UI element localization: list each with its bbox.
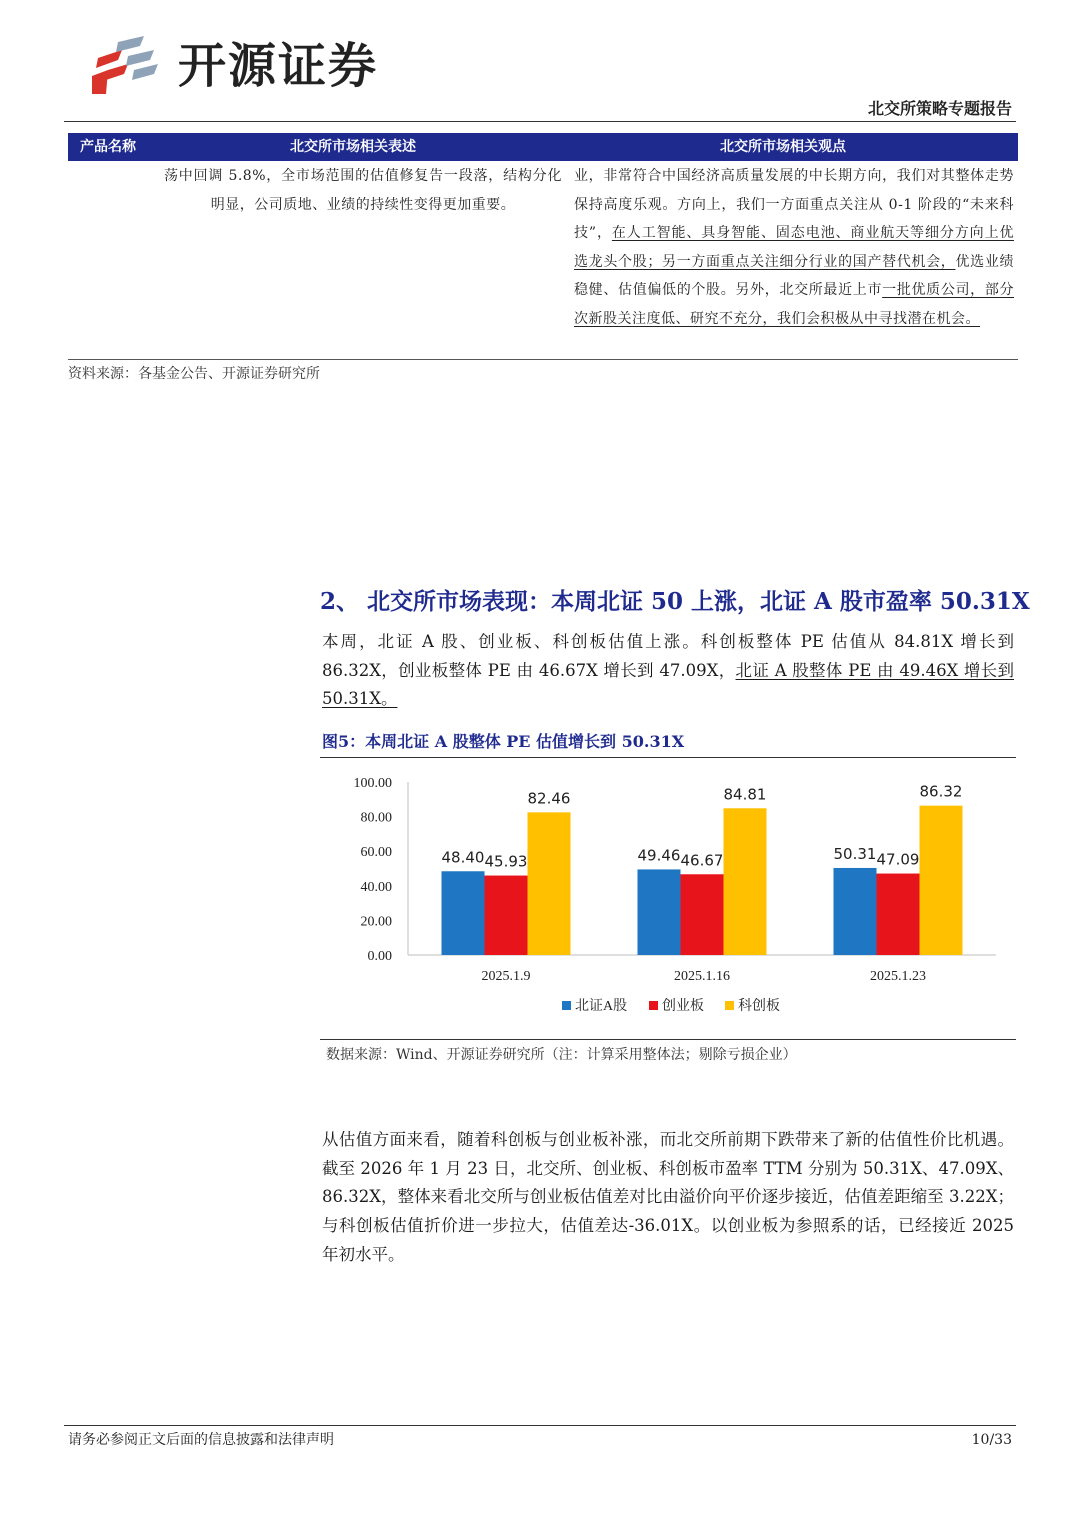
bar-3-1 [528, 812, 571, 955]
view-text-underlined-1: 在人工智能、具身智能、固态电池、商业航天等细分方向上优选龙头个股；另一方面重点关注细分行业的国产替代机会， [574, 225, 1014, 270]
figure-source: 数据来源：Wind、开源证券研究所（注：计算采用整体法；剔除亏损企业） [326, 1047, 797, 1063]
data-label: 49.46 [637, 846, 681, 865]
legend-label: 创业板 [662, 999, 704, 1014]
data-label: 84.81 [723, 785, 767, 804]
legend-swatch [562, 1001, 571, 1010]
figure-title: 图5：本周北证 A 股整体 PE 估值增长到 50.31X [322, 732, 685, 751]
table-header [68, 133, 1018, 161]
table-source: 资料来源：各基金公告、开源证券研究所 [68, 366, 320, 382]
bar-3-2 [724, 808, 767, 955]
view-text-2: 优选业绩稳健、估值偏低的个股。另外，北交所最近上市 [574, 253, 1015, 299]
legend-label: 科创板 [738, 999, 780, 1014]
data-label: 47.09 [876, 850, 920, 869]
figure-bottom-rule [320, 1039, 1016, 1040]
x-tick-label: 2025.1.16 [674, 969, 730, 984]
table-cell-statement: 荡中回调 5.8%，全市场范围的估值修复告一段落，结构分化明显，公司质地、业绩的持续性变得更加重要。 [164, 168, 562, 213]
bar-1-1 [442, 871, 485, 955]
paragraph-1-underlined: 北证 A 股整体 PE 由 49.46X 增长到 50.31X。 [322, 660, 1015, 709]
x-tick-label: 2025.1.23 [870, 969, 926, 984]
y-tick-label: 20.00 [360, 914, 392, 930]
footer-disclaimer: 请务必参阅正文后面的信息披露和法律声明 [68, 1432, 334, 1448]
table-header-product: 产品名称 [80, 139, 136, 155]
company-logo-icon [88, 36, 162, 96]
bar-2-2 [681, 874, 724, 955]
figure-top-rule [320, 757, 1016, 758]
table-cell-view [574, 162, 1014, 334]
section-paragraph-2: 从估值方面来看，随着科创板与创业板补涨，而北交所前期下跌带来了新的估值性价比机遇。截至 2026 年 1 月 23 日，北交所、创业板、科创板市盈率 TTM 分别为 50.31X、47.09X、86.32X，整体来看北交所与创业板估值差对比由溢价向平价逐步接近，估值差距缩至 3.22X；与科创板估值折价进一步拉大，估值差达-36.01X。以创业板为参照系的话，已经接近 2025 年初水平。 [322, 1130, 1014, 1264]
data-label: 45.93 [484, 852, 528, 871]
bar-3-3 [920, 806, 963, 955]
data-label: 50.31 [833, 844, 877, 863]
legend-label: 北证A股 [575, 999, 628, 1014]
x-tick-label: 2025.1.9 [481, 969, 531, 984]
data-label: 48.40 [441, 848, 485, 867]
bar-1-3 [834, 868, 877, 955]
bar-2-1 [485, 876, 528, 955]
data-label: 46.67 [680, 851, 724, 870]
header-divider [64, 121, 1016, 122]
section-paragraph-1 [322, 628, 1014, 714]
legend-swatch [649, 1001, 658, 1010]
y-tick-label: 60.00 [360, 845, 392, 861]
table-header-view: 北交所市场相关观点 [720, 139, 846, 155]
view-text-underlined-2: 一批优质公司，部分次新股关注度低、研究不充分，我们会积极从中寻找潜在机会。 [574, 282, 1015, 327]
y-tick-label: 100.00 [353, 776, 392, 791]
paragraph-1-text: 本周，北证 A 股、创业板、科创板估值上涨。科创板整体 PE 估值从 84.81X 增长到 86.32X，创业板整体 PE 由 46.67X 增长到 47.09X， [322, 632, 1014, 680]
data-label: 86.32 [919, 782, 963, 801]
pe-bar-chart [320, 762, 1016, 1034]
y-tick-label: 0.00 [367, 949, 392, 964]
section-title: 2、 北交所市场表现：本周北证 50 上涨，北证 A 股市盈率 50.31X [320, 588, 1030, 615]
report-tag: 北交所策略专题报告 [867, 99, 1012, 118]
company-name: 开源证券 [178, 38, 379, 94]
view-text-1: 业，非常符合中国经济高质量发展的中长期方向，我们对其整体走势保持高度乐观。方向上，我们一方面重点关注从 0-1 阶段的“未来科技”， [574, 168, 1014, 242]
table-bottom-rule [68, 359, 1018, 360]
bar-2-3 [877, 874, 920, 955]
bar-1-2 [638, 869, 681, 955]
legend-swatch [725, 1001, 734, 1010]
y-tick-label: 80.00 [360, 810, 392, 826]
footer-divider [64, 1425, 1016, 1426]
y-tick-label: 40.00 [360, 879, 392, 895]
table-header-statement: 北交所市场相关表述 [290, 139, 416, 155]
data-label: 82.46 [527, 789, 571, 808]
page-number: 10/33 [971, 1432, 1012, 1448]
